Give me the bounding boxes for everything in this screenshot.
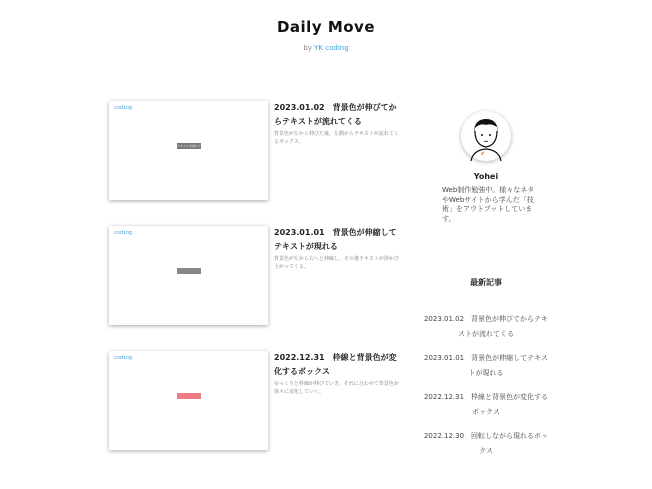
- site-byline: [0, 44, 652, 52]
- recent-posts-list: [422, 312, 550, 468]
- demo-animation-box: [177, 393, 201, 399]
- byline-prefix: by: [303, 44, 315, 52]
- demo-animation-box: [177, 268, 201, 274]
- post-title-link[interactable]: 2023.01.01 背景色が伸縮してテキストが現れる: [274, 228, 397, 251]
- post-thumbnail[interactable]: [109, 226, 268, 325]
- post-thumbnail[interactable]: [109, 101, 268, 200]
- recent-post-link[interactable]: 2022.12.31 枠線と背景色が変化するボックス: [423, 393, 549, 416]
- recent-post-link[interactable]: 2022.12.30 回転しながら現れるボックス: [423, 432, 549, 455]
- post-title-link[interactable]: 2023.01.02 背景色が伸びてからテキストが流れてくる: [274, 103, 397, 126]
- post-excerpt: 背景色が左から右へと伸縮し、その後テキストが浮かび上がってくる。: [274, 256, 399, 270]
- recent-post-link[interactable]: 2023.01.01 背景色が伸縮してテキストが現れる: [424, 354, 548, 377]
- profile-bio: Web制作勉強中。様々なネタやWebサイトから学んだ「技術」をアウトプットしています。: [442, 186, 535, 223]
- post-excerpt: 背景色が左から伸びた後、左側からテキストが流れてくるボックス。: [274, 131, 399, 145]
- post-thumbnail[interactable]: [109, 351, 268, 450]
- demo-animation-box: テキストが流れてくる: [177, 144, 207, 148]
- thumbnail-label: coding: [114, 355, 133, 361]
- post-excerpt: ゆっくりと枠線が伸びていき、それに合わせて背景色が徐々に変化していく。: [274, 381, 399, 395]
- profile-name: Yohei: [473, 172, 499, 181]
- thumbnail-label: coding: [114, 105, 133, 111]
- byline-author-link[interactable]: YK coding: [314, 44, 349, 52]
- recent-post-link[interactable]: 2023.01.02 背景色が伸びてからテキストが流れてくる: [423, 315, 549, 338]
- avatar-illustration-icon: [461, 111, 511, 161]
- thumbnail-label: coding: [114, 230, 133, 236]
- site-title[interactable]: Daily Move: [276, 18, 376, 36]
- recent-posts-heading: 最新記事: [470, 278, 502, 287]
- post-title-link[interactable]: 2022.12.31 枠線と背景色が変化するボックス: [274, 353, 397, 376]
- profile-avatar: [461, 111, 511, 161]
